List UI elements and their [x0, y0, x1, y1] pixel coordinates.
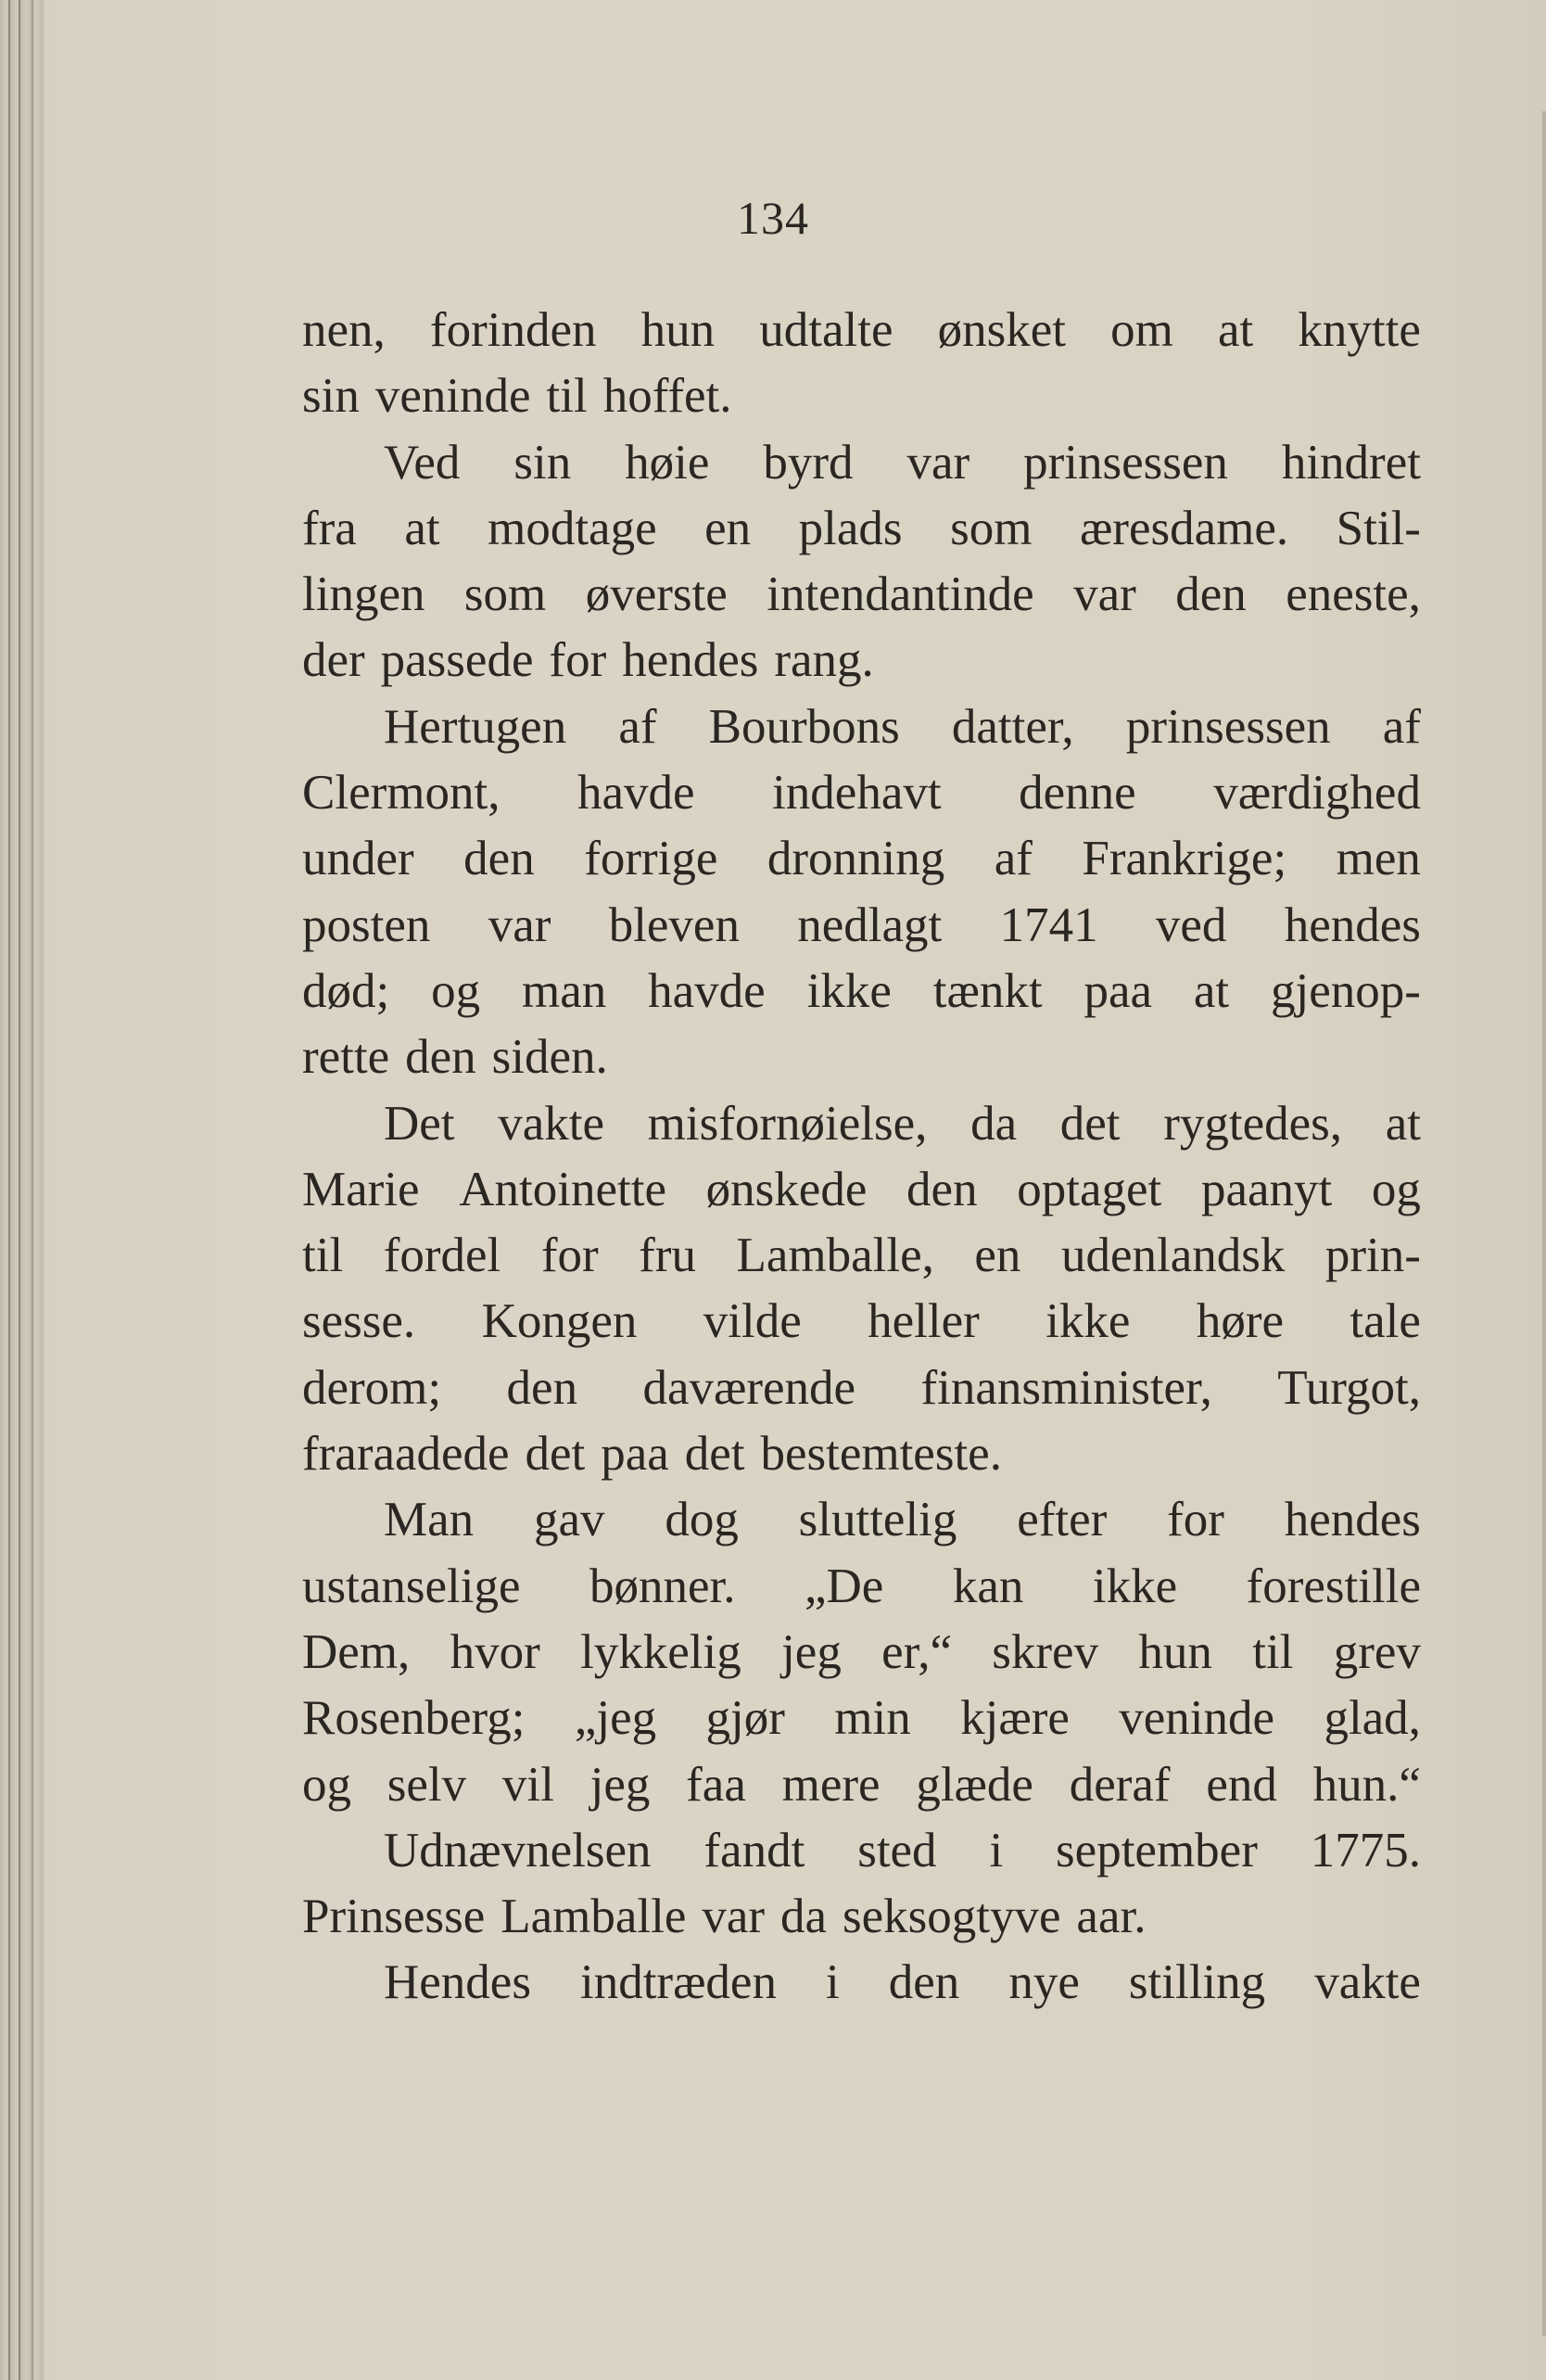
word: bønner.: [589, 1559, 736, 1613]
word: prin-: [1324, 1228, 1421, 1283]
word: havde: [577, 766, 695, 821]
word: fra: [302, 501, 357, 555]
word: ikke: [1045, 1294, 1131, 1349]
word: til: [546, 369, 588, 424]
word: ikke: [806, 963, 892, 1018]
body-text: [302, 298, 1421, 2017]
binding-gutter: [0, 0, 44, 2380]
word: deraf: [1069, 1757, 1171, 1812]
word: der: [302, 633, 365, 688]
text-line: [302, 430, 1421, 496]
word: forestille: [1246, 1559, 1421, 1613]
word: end: [1206, 1757, 1277, 1812]
word: veninde: [1119, 1691, 1275, 1746]
text-line: [302, 694, 1421, 760]
text-line: [302, 1554, 1421, 1620]
word: da: [970, 1096, 1018, 1151]
word: glæde: [916, 1757, 1033, 1812]
text-line: [302, 363, 1421, 429]
text-line: [302, 1223, 1421, 1289]
word: tænkt: [932, 963, 1043, 1018]
word: Udnævnelsen: [384, 1823, 652, 1877]
word: Det: [384, 1096, 455, 1151]
word: hun.“: [1312, 1757, 1421, 1812]
word: for: [1167, 1493, 1224, 1547]
word: paa: [601, 1427, 669, 1482]
word: aar.: [1076, 1890, 1147, 1944]
text-line: [302, 1157, 1421, 1223]
word: Ved: [384, 435, 461, 490]
text-line: [302, 1818, 1421, 1884]
word: sesse.: [302, 1294, 416, 1349]
word: til: [1252, 1624, 1294, 1679]
word: bleven: [608, 897, 740, 952]
word: vilde: [703, 1294, 802, 1349]
word: var: [488, 897, 551, 952]
word: mere: [781, 1757, 881, 1812]
word: gjør: [705, 1691, 785, 1746]
word: sin: [302, 369, 360, 424]
word: Kongen: [481, 1294, 638, 1349]
word: kan: [952, 1559, 1024, 1613]
word: gav: [533, 1493, 605, 1547]
word: var: [1073, 567, 1136, 622]
text-line: [302, 1421, 1421, 1487]
word: datter,: [951, 699, 1074, 754]
gutter-line: [32, 0, 33, 2380]
word: gjenop-: [1271, 963, 1421, 1018]
gutter-line: [19, 0, 20, 2380]
word: for: [540, 1228, 599, 1283]
word: om: [1110, 303, 1173, 357]
word: fraraadede: [302, 1427, 510, 1482]
text-line: [302, 1355, 1421, 1421]
word: hendes: [1284, 897, 1421, 952]
word: prinsessen: [1023, 435, 1228, 490]
word: den: [906, 1162, 978, 1216]
word: Clermont,: [302, 766, 501, 821]
word: dronning: [767, 832, 945, 886]
word: heller: [868, 1294, 980, 1349]
text-line: [302, 1686, 1421, 1751]
word: ustanselige: [302, 1559, 521, 1613]
word: 1775.: [1310, 1823, 1421, 1877]
word: Lamballe,: [736, 1228, 934, 1283]
word: posten: [302, 897, 431, 952]
word: fandt: [703, 1823, 805, 1877]
word: bestemteste.: [760, 1427, 1002, 1482]
text-line: [302, 1289, 1421, 1355]
word: udtalte: [759, 303, 893, 357]
word: passede: [380, 633, 534, 688]
word: modtage: [488, 501, 657, 555]
word: under: [302, 832, 414, 886]
word: glad,: [1324, 1691, 1421, 1746]
text-line: [302, 760, 1421, 826]
word: misfornøielse,: [647, 1096, 928, 1151]
word: Dem,: [302, 1624, 411, 1679]
text-line: [302, 628, 1421, 694]
word: død;: [302, 963, 390, 1018]
word: efter: [1017, 1493, 1108, 1547]
word: æresdame.: [1079, 501, 1289, 555]
word: vil: [501, 1757, 554, 1812]
word: hoffet.: [602, 369, 732, 424]
word: jeg: [589, 1757, 651, 1812]
word: til: [302, 1228, 344, 1283]
word: seksogtyve: [842, 1890, 1061, 1944]
word: indehavt: [772, 766, 942, 821]
word: en: [704, 501, 752, 555]
word: men: [1336, 832, 1421, 886]
word: en: [974, 1228, 1021, 1283]
word: og: [302, 1757, 351, 1812]
word: Prinsesse: [302, 1890, 486, 1944]
word: vakte: [1314, 1955, 1421, 2010]
word: september: [1056, 1823, 1258, 1877]
word: intendantinde: [767, 567, 1034, 622]
word: rang.: [774, 633, 874, 688]
word: Hendes: [384, 1955, 531, 2010]
word: ønsket: [937, 303, 1067, 357]
word: man: [522, 963, 607, 1018]
word: faa: [686, 1757, 746, 1812]
word: byrd: [763, 435, 854, 490]
word: for: [549, 633, 607, 688]
word: af: [1382, 699, 1421, 754]
word: Antoinette: [459, 1162, 666, 1216]
word: og: [431, 963, 481, 1018]
word: veninde: [374, 369, 531, 424]
word: jeg: [781, 1624, 842, 1679]
word: vakte: [498, 1096, 604, 1151]
text-line: [302, 1025, 1421, 1090]
word: nye: [1008, 1955, 1080, 2010]
text-line: [302, 1950, 1421, 2016]
word: det: [684, 1427, 745, 1482]
word: tale: [1350, 1294, 1421, 1349]
word: hendes: [622, 633, 759, 688]
word: knytte: [1298, 303, 1421, 357]
word: dog: [665, 1493, 739, 1547]
word: at: [1385, 1096, 1421, 1151]
word: fru: [639, 1228, 696, 1283]
word: ønskede: [705, 1162, 868, 1216]
word: fordel: [383, 1228, 501, 1283]
word: værdighed: [1213, 766, 1421, 821]
text-line: [302, 1752, 1421, 1818]
word: forrige: [584, 832, 718, 886]
word: det: [525, 1427, 586, 1482]
text-line: [302, 562, 1421, 628]
word: rygtedes,: [1163, 1096, 1343, 1151]
word: daværende: [642, 1360, 856, 1415]
word: øverste: [585, 567, 728, 622]
word: var: [702, 1890, 765, 1944]
word: udenlandsk: [1060, 1228, 1286, 1283]
word: paanyt: [1200, 1162, 1333, 1216]
word: siden.: [491, 1030, 608, 1085]
text-line: [302, 1487, 1421, 1553]
word: Lamballe: [501, 1890, 687, 1944]
word: Marie: [302, 1162, 420, 1216]
word: eneste,: [1286, 567, 1421, 622]
word: Stil-: [1336, 501, 1421, 555]
text-line: [302, 826, 1421, 892]
word: sted: [857, 1823, 937, 1877]
word: som: [950, 501, 1033, 555]
text-line: [302, 959, 1421, 1025]
word: hindret: [1281, 435, 1421, 490]
text-line: [302, 1884, 1421, 1950]
gutter-line: [8, 0, 10, 2380]
word: 1741: [999, 897, 1098, 952]
word: forinden: [429, 303, 597, 357]
word: af: [618, 699, 657, 754]
word: den: [463, 832, 535, 886]
text-line: [302, 1091, 1421, 1157]
word: at: [1218, 303, 1254, 357]
word: Rosenberg;: [302, 1691, 526, 1746]
word: ved: [1155, 897, 1227, 952]
word: „jeg: [574, 1691, 657, 1746]
word: det: [1059, 1096, 1121, 1151]
word: den: [506, 1360, 578, 1415]
text-line: [302, 1620, 1421, 1686]
word: grev: [1333, 1624, 1421, 1679]
word: at: [404, 501, 440, 555]
word: finansminister,: [920, 1360, 1212, 1415]
word: denne: [1019, 766, 1136, 821]
word: min: [834, 1691, 911, 1746]
word: derom;: [302, 1360, 442, 1415]
word: optaget: [1017, 1162, 1162, 1216]
word: rette: [302, 1030, 390, 1085]
text-line: [302, 893, 1421, 959]
word: og: [1371, 1162, 1421, 1216]
word: da: [779, 1890, 827, 1944]
word: hendes: [1284, 1493, 1421, 1547]
word: høie: [625, 435, 710, 490]
word: kjære: [960, 1691, 1070, 1746]
word: havde: [648, 963, 766, 1018]
word: ikke: [1092, 1559, 1178, 1613]
word: Turgot,: [1277, 1360, 1421, 1415]
page-number: 134: [737, 192, 809, 244]
word: sluttelig: [798, 1493, 957, 1547]
word: skrev: [992, 1624, 1099, 1679]
word: sin: [513, 435, 572, 490]
page-edge: [1542, 111, 1546, 2336]
word: prinsessen: [1125, 699, 1331, 754]
word: nedlagt: [797, 897, 943, 952]
word: Man: [384, 1493, 475, 1547]
word: i: [826, 1955, 840, 2010]
word: i: [989, 1823, 1004, 1877]
word: den: [405, 1030, 476, 1085]
word: den: [888, 1955, 960, 2010]
word: Hertugen: [384, 699, 567, 754]
word: lingen: [302, 567, 425, 622]
word: hun: [1138, 1624, 1212, 1679]
word: var: [906, 435, 970, 490]
word: er,“: [881, 1624, 952, 1679]
word: hun: [640, 303, 716, 357]
word: at: [1193, 963, 1230, 1018]
word: plads: [798, 501, 903, 555]
text-line: [302, 298, 1421, 363]
word: af: [994, 832, 1033, 886]
word: den: [1175, 567, 1247, 622]
word: hvor: [450, 1624, 540, 1679]
word: selv: [386, 1757, 467, 1812]
text-line: [302, 496, 1421, 562]
word: høre: [1196, 1294, 1285, 1349]
word: nen,: [302, 303, 386, 357]
word: Frankrige;: [1082, 832, 1287, 886]
word: indtræden: [579, 1955, 777, 2010]
word: „De: [805, 1559, 884, 1613]
word: paa: [1083, 963, 1153, 1018]
word: lykkelig: [580, 1624, 741, 1679]
word: stilling: [1128, 1955, 1266, 2010]
word: Bourbons: [708, 699, 900, 754]
word: som: [463, 567, 547, 622]
